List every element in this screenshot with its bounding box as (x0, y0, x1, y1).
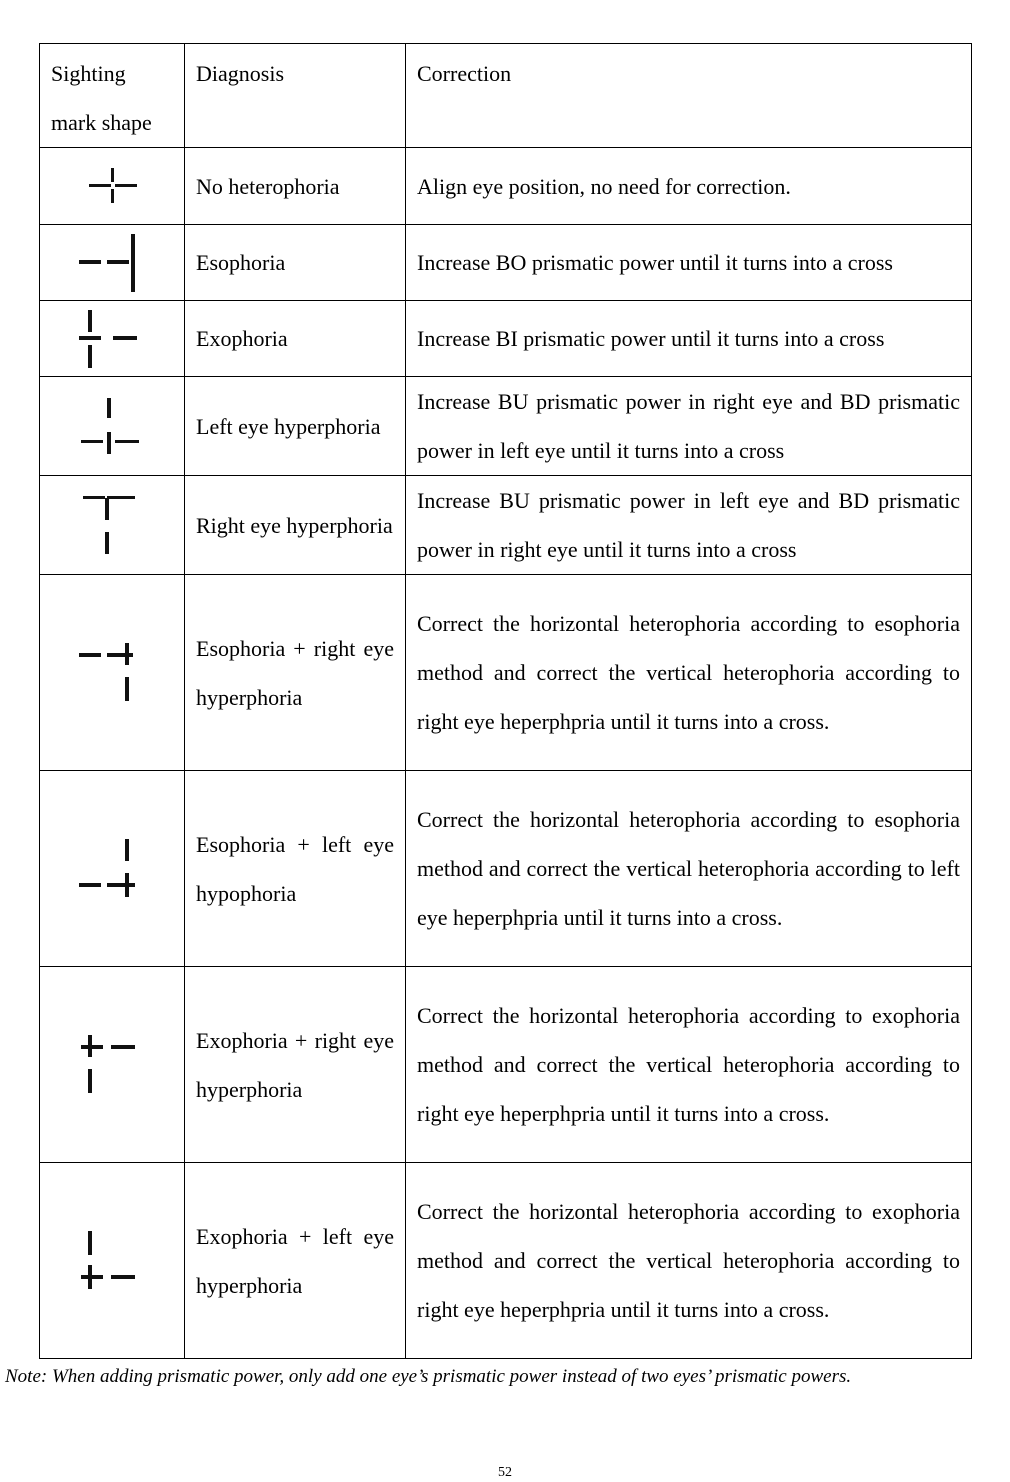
diagnosis-cell: No heterophoria (185, 148, 406, 225)
esophoria-right-hyperphoria-mark-icon (77, 641, 147, 705)
correction-cell: Correct the horizontal heterophoria according to exophoria method and correct the vertical heterophoria according to right eye heperphpria until it turns into a cross. (406, 967, 972, 1163)
cross-centered-icon (77, 164, 147, 208)
diagnosis-cell: Exophoria + left eye hyperphoria (185, 1163, 406, 1359)
table-row (40, 967, 972, 1163)
correction-cell: Correct the horizontal heterophoria according to esophoria method and correct the vertical heterophoria according to right eye heperphpria until it turns into a cross. (406, 575, 972, 771)
page-number: 52 (498, 1465, 512, 1480)
exophoria-mark-icon (77, 307, 147, 371)
diagnosis-cell: Exophoria (185, 301, 406, 377)
table-row (40, 301, 972, 377)
footnote: Note: When adding prismatic power, only add one eye’s prismatic power instead of two eyes’ prismatic powers. (5, 1366, 852, 1387)
diagnosis-cell: Left eye hyperphoria (185, 377, 406, 476)
esophoria-left-hypophoria-mark-icon (77, 837, 147, 901)
diagnosis-table (39, 43, 972, 1359)
correction-cell: Increase BU prismatic power in left eye and BD prismatic power in right eye until it turns into a cross (406, 476, 972, 575)
table-header-row (40, 44, 972, 148)
header-diagnosis: Diagnosis (185, 44, 406, 148)
table-row (40, 771, 972, 967)
correction-cell: Increase BO prismatic power until it turns into a cross (406, 225, 972, 301)
header-correction: Correction (406, 44, 972, 148)
diagnosis-cell: Esophoria + right eye hyperphoria (185, 575, 406, 771)
diagnosis-cell: Esophoria (185, 225, 406, 301)
diagnosis-cell: Esophoria + left eye hypophoria (185, 771, 406, 967)
exophoria-left-hyperphoria-mark-icon (77, 1229, 147, 1293)
correction-cell: Align eye position, no need for correction. (406, 148, 972, 225)
exophoria-right-hyperphoria-mark-icon (77, 1033, 147, 1097)
correction-cell: Correct the horizontal heterophoria according to exophoria method and correct the vertical heterophoria according to right eye heperphpria until it turns into a cross. (406, 1163, 972, 1359)
correction-cell: Increase BI prismatic power until it turns into a cross (406, 301, 972, 377)
left-hyperphoria-mark-icon (77, 394, 147, 458)
correction-cell: Correct the horizontal heterophoria according to esophoria method and correct the vertical heterophoria according to left eye heperphpria until it turns into a cross. (406, 771, 972, 967)
header-sighting-mark: Sighting mark shape (40, 44, 185, 148)
table-row (40, 575, 972, 771)
table-row (40, 377, 972, 476)
table-row (40, 148, 972, 225)
table-row (40, 225, 972, 301)
correction-cell: Increase BU prismatic power in right eye and BD prismatic power in left eye until it turns into a cross (406, 377, 972, 476)
table-row (40, 1163, 972, 1359)
esophoria-mark-icon (77, 231, 147, 295)
right-hyperphoria-mark-icon (77, 490, 147, 560)
diagnosis-cell: Exophoria + right eye hyperphoria (185, 967, 406, 1163)
table-row (40, 476, 972, 575)
diagnosis-cell: Right eye hyperphoria (185, 476, 406, 575)
